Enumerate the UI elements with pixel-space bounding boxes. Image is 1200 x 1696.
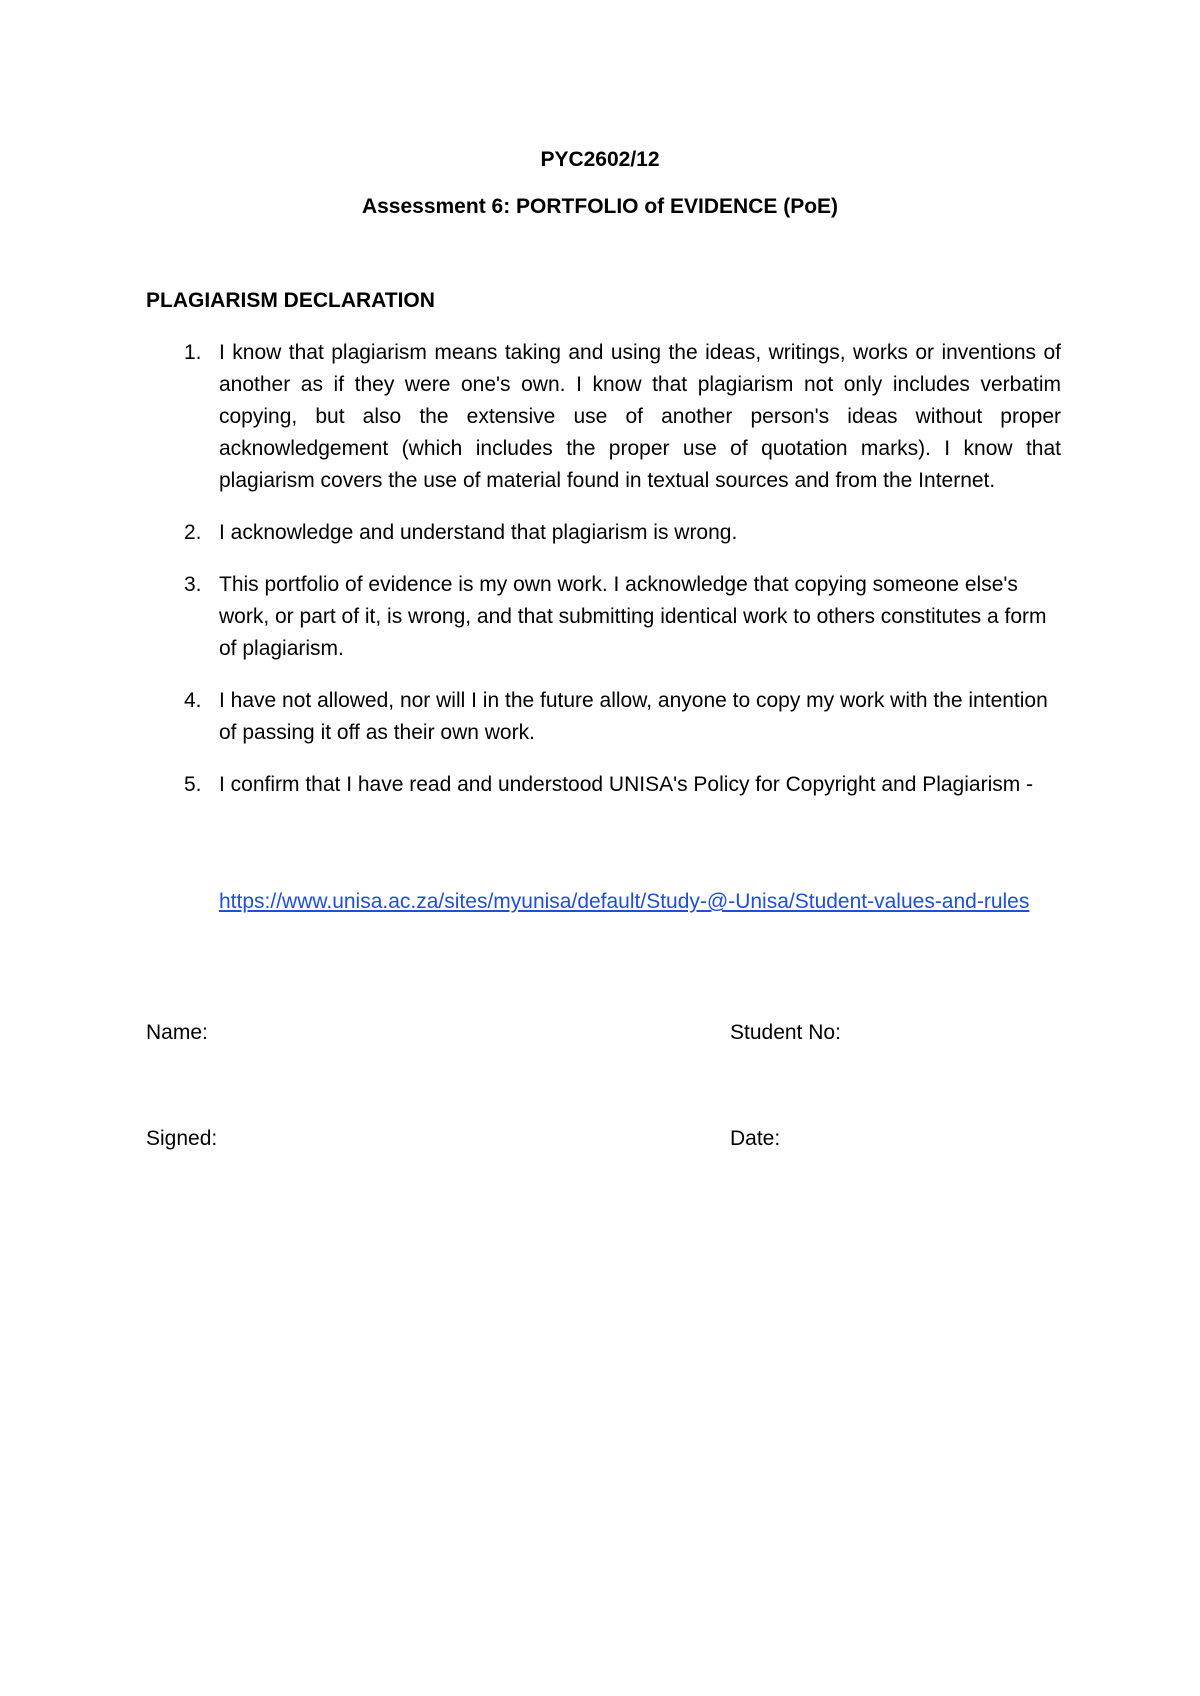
item-text: I confirm that I have read and understood UNISA's Policy for Copyright and Plagiarism - bbox=[219, 773, 1034, 796]
item-number: 4. bbox=[184, 689, 202, 712]
name-label: Name: bbox=[146, 1021, 208, 1044]
policy-link-block bbox=[219, 888, 1061, 915]
item-text: I have not allowed, nor will I in the future allow, anyone to copy my work with the intention of passing it off as their own work. bbox=[219, 689, 1048, 744]
assessment-title: Assessment 6: PORTFOLIO of EVIDENCE (PoE) bbox=[361, 195, 839, 218]
item-text: I know that plagiarism means taking and using the ideas, writings, works or inventions of another as if they were one's own. I know that plagiarism not only includes verbatim copying, but also the extensive use of another person's ideas without proper acknowledgement (which includes the proper use of quotation marks). I know that plagiarism covers the use of material found in textual sources and from the Internet. bbox=[219, 341, 1061, 492]
policy-link[interactable]: https://www.unisa.ac.za/sites/myunisa/default/Study-@-Unisa/Student-values-and-rules bbox=[219, 890, 1030, 913]
declaration-item bbox=[146, 517, 1061, 549]
item-number: 1. bbox=[184, 341, 202, 364]
declaration-item bbox=[146, 769, 1061, 801]
item-text: I acknowledge and understand that plagiarism is wrong. bbox=[219, 521, 738, 544]
item-text: This portfolio of evidence is my own work. I acknowledge that copying someone else's work, or part of it, is wrong, and that submitting identical work to others constitutes a form of plagiarism. bbox=[219, 573, 1047, 660]
declaration-item bbox=[146, 685, 1061, 749]
date-label: Date: bbox=[730, 1127, 781, 1150]
item-number: 5. bbox=[184, 773, 202, 796]
item-number: 3. bbox=[184, 573, 202, 596]
item-number: 2. bbox=[184, 521, 202, 544]
declaration-list bbox=[146, 337, 1061, 821]
student-no-label: Student No: bbox=[730, 1021, 841, 1044]
section-heading: PLAGIARISM DECLARATION bbox=[146, 289, 435, 312]
declaration-item bbox=[146, 337, 1061, 497]
signed-label: Signed: bbox=[146, 1127, 218, 1150]
course-code: PYC2602/12 bbox=[540, 148, 660, 171]
declaration-item bbox=[146, 569, 1061, 665]
